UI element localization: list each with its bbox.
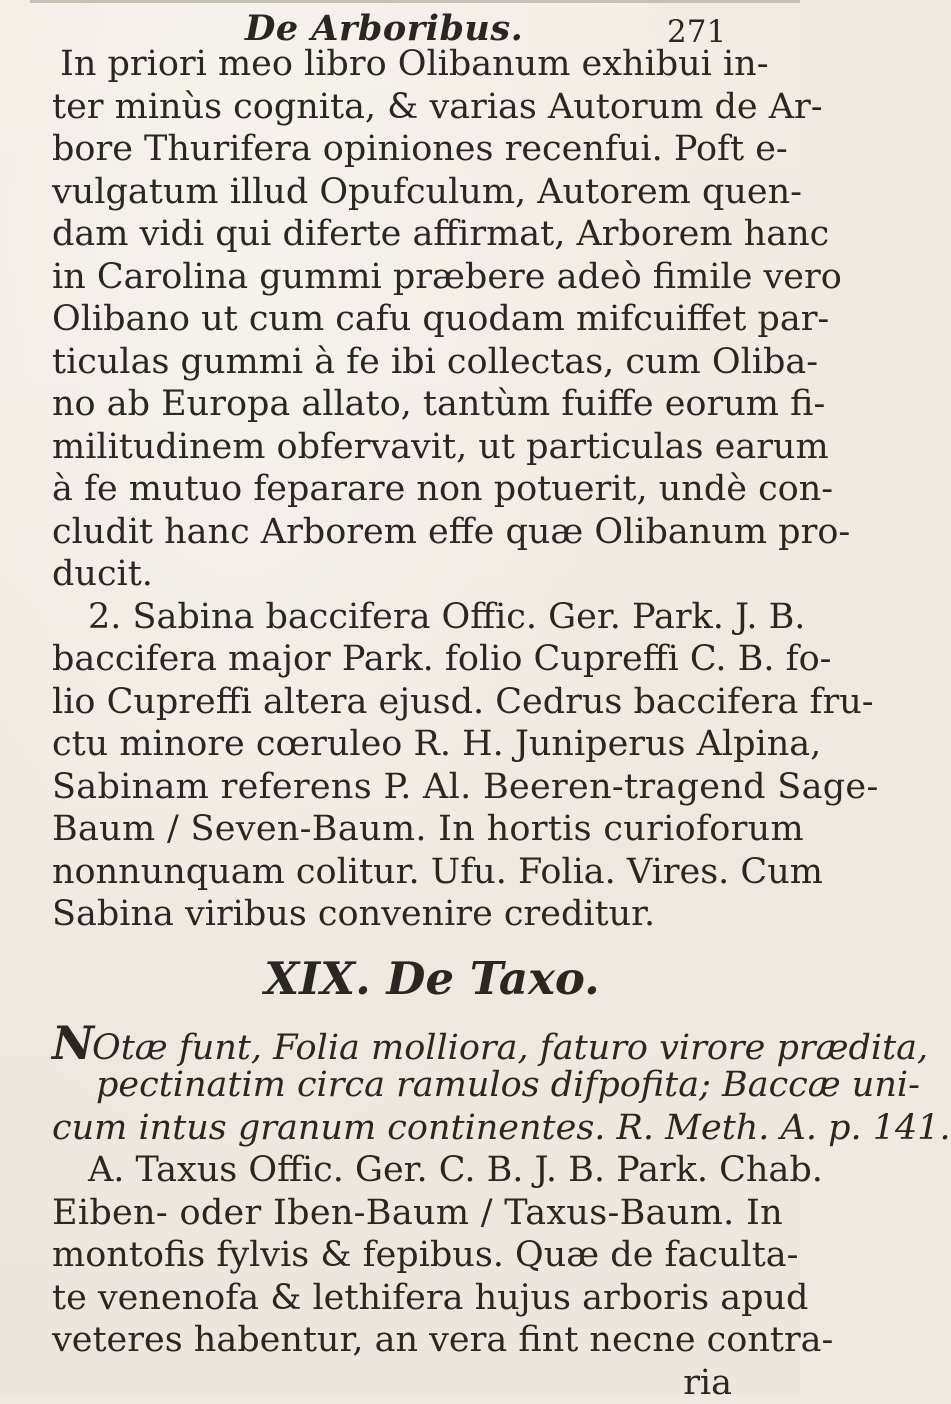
- text-line: bore Thurifera opiniones recenfui. Poft e-: [52, 128, 772, 171]
- text-line: in Carolina gummi præbere adeò fimile vero: [52, 256, 772, 299]
- text-line: montofis fylvis & fepibus. Quæ de faculta-: [52, 1234, 772, 1277]
- text-line: cludit hanc Arborem effe quæ Olibanum pro-: [52, 511, 772, 554]
- text-line: ducit.: [52, 553, 772, 596]
- running-head: De Arboribus.: [245, 8, 523, 49]
- text-line: Eiben- oder Iben-Baum / Taxus-Baum. In: [52, 1192, 772, 1235]
- text-line: [52, 1022, 772, 1065]
- text-line: cum intus granum continentes. R. Meth. A. p. 141.: [52, 1107, 772, 1150]
- text-line: te venenofa & lethifera hujus arboris apud: [52, 1277, 772, 1320]
- text-line: Sabina viribus convenire creditur.: [52, 893, 772, 936]
- text-line: A. Taxus Offic. Ger. C. B. J. B. Park. Chab.: [52, 1149, 772, 1192]
- text-line: In priori meo libro Olibanum exhibui in-: [52, 43, 772, 86]
- section-heading: XIX. De Taxo.: [52, 936, 772, 1022]
- text-line: lio Cupreffi altera ejusd. Cedrus baccifera fru-: [52, 681, 772, 724]
- paragraph-sabina: [52, 596, 772, 936]
- text-line: nonnunquam colitur. Ufu. Folia. Vires. Cum: [52, 851, 772, 894]
- page-top-edge: [30, 0, 800, 3]
- paragraph-olibanum: [52, 43, 772, 596]
- text-line: ctu minore cœruleo R. H. Juniperus Alpina,: [52, 723, 772, 766]
- text-line: à fe mutuo feparare non potuerit, undè con-: [52, 468, 772, 511]
- paragraph-taxus: [52, 1149, 772, 1362]
- text-line: veteres habentur, an vera fint necne contra-: [52, 1319, 772, 1362]
- catchword: ria: [52, 1362, 772, 1404]
- paragraph-taxo-description: [52, 1022, 772, 1150]
- body-text: [52, 43, 772, 1404]
- text-line: Sabinam referens P. Al. Beeren-tragend Sage-: [52, 766, 772, 809]
- text-line: no ab Europa allato, tantùm fuiffe eorum fi-: [52, 383, 772, 426]
- text-line: pectinatim circa ramulos difpofita; Baccæ uni-: [52, 1064, 772, 1107]
- text-line: ter minùs cognita, & varias Autorum de Ar-: [52, 86, 772, 129]
- page-number: 271: [667, 14, 726, 50]
- text-line: baccifera major Park. folio Cupreffi C. B. fo-: [52, 638, 772, 681]
- text-line: Olibano ut cum cafu quodam mifcuiffet par-: [52, 298, 772, 341]
- text-line: dam vidi qui diferte affirmat, Arborem hanc: [52, 213, 772, 256]
- text-line: ticulas gummi à fe ibi collectas, cum Oliba-: [52, 341, 772, 384]
- text-line-content: Otæ funt, Folia molliora, faturo virore prædita,: [92, 1028, 928, 1068]
- text-line: vulgatum illud Opufculum, Autorem quen-: [52, 171, 772, 214]
- drop-cap: N: [52, 1016, 92, 1070]
- text-line: Baum / Seven-Baum. In hortis curioforum: [52, 808, 772, 851]
- text-line: 2. Sabina baccifera Offic. Ger. Park. J. B.: [52, 596, 772, 639]
- text-line: militudinem obfervavit, ut particulas earum: [52, 426, 772, 469]
